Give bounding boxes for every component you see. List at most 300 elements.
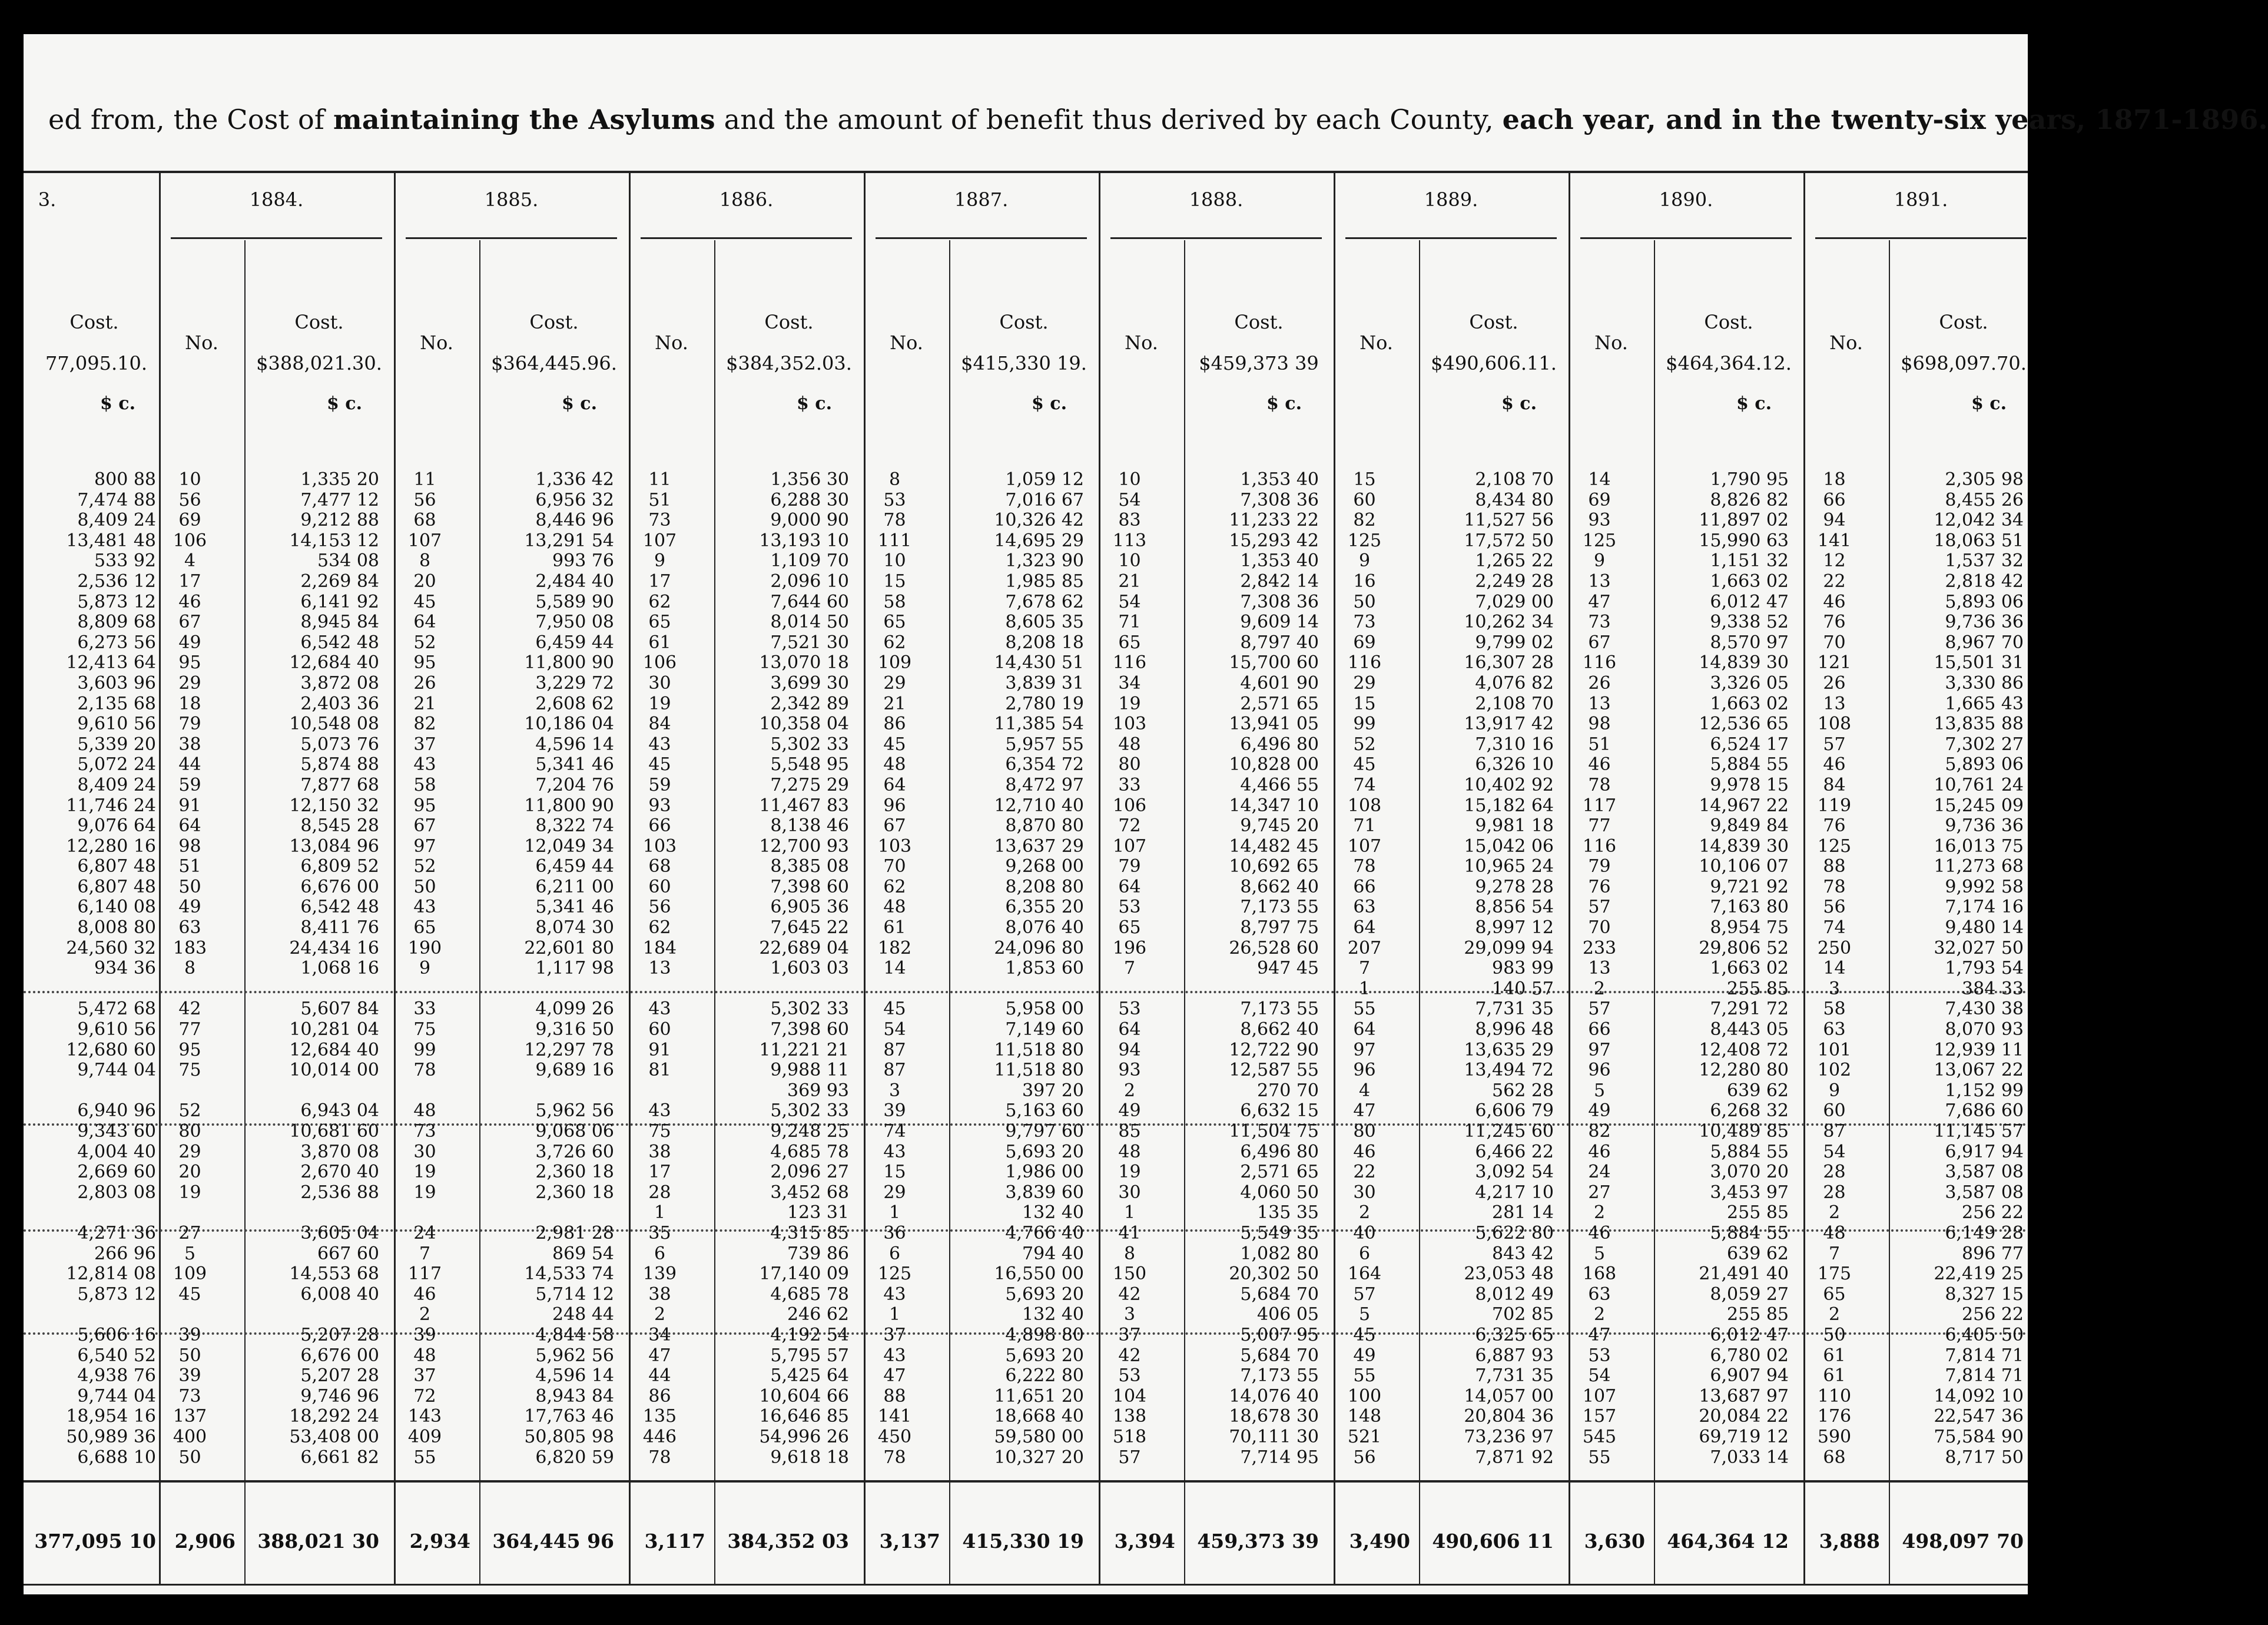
cost-cell: 794 40 <box>1022 1243 1084 1264</box>
cost-cell: 6,012 47 <box>1710 1324 1789 1345</box>
no-cell: 196 <box>1112 937 1147 959</box>
no-cell: 45 <box>883 734 906 755</box>
cost-cell: 4,192 54 <box>770 1324 849 1345</box>
cost-cell: 7,302 27 <box>1945 734 2024 755</box>
cost-cell: 5,873 12 <box>77 591 156 612</box>
no-cell: 43 <box>883 1345 906 1366</box>
cost-cell: 6,940 96 <box>77 1100 156 1122</box>
cost-cell: 2,108 70 <box>1475 469 1554 490</box>
currency-label: $ c. <box>796 393 833 414</box>
no-cell: 106 <box>642 652 677 674</box>
cost-cell: 2,360 18 <box>535 1182 614 1203</box>
no-cell: 139 <box>642 1263 677 1285</box>
no-cell: 7 <box>419 1243 431 1264</box>
total-no: 2,906 <box>174 1530 236 1553</box>
year-underline <box>1580 237 1792 239</box>
no-cell: 46 <box>1588 1141 1611 1162</box>
cost-column <box>244 470 379 1468</box>
no-cell: 42 <box>1118 1284 1141 1305</box>
no-cell: 175 <box>1817 1263 1852 1285</box>
no-cell: 143 <box>407 1406 442 1427</box>
cost-cell: 5,958 00 <box>1005 999 1084 1020</box>
no-cell: 28 <box>648 1182 671 1203</box>
cost-cell: 6,288 30 <box>770 489 849 510</box>
cost-cell: 5,684 70 <box>1240 1345 1319 1366</box>
no-cell: 65 <box>1118 917 1141 938</box>
cost-cell: 7,398 60 <box>770 1019 849 1040</box>
no-cell: 37 <box>413 1365 436 1387</box>
no-cell: 68 <box>648 856 671 877</box>
cost-cell: 3,330 86 <box>1945 672 2024 694</box>
no-cell: 125 <box>1347 530 1382 551</box>
cost-cell: 11,518 80 <box>994 1039 1084 1060</box>
no-cell: 78 <box>1588 774 1611 795</box>
no-cell: 95 <box>178 652 201 674</box>
cost-cell: 7,310 16 <box>1475 734 1554 755</box>
cost-cell <box>949 979 1084 1000</box>
no-cell: 5 <box>184 1243 196 1264</box>
cost-cell: 8,870 80 <box>1005 815 1084 837</box>
no-cell: 68 <box>1823 1447 1846 1468</box>
no-cell: 107 <box>1582 1385 1617 1407</box>
title-part: ed from, the Cost of <box>48 104 333 135</box>
no-cell: 52 <box>413 632 436 653</box>
cost-cell: 3,603 96 <box>77 672 156 694</box>
cost-cell: 8,411 76 <box>300 917 379 938</box>
cost-cell: 7,814 71 <box>1945 1345 2024 1366</box>
no-cell: 26 <box>1588 672 1611 694</box>
no-cell: 61 <box>883 917 906 938</box>
cost-cell: 8,996 48 <box>1475 1019 1554 1040</box>
cost-cell: 2,803 08 <box>77 1182 156 1203</box>
no-cell <box>159 1081 221 1102</box>
cost-cell: 22,419 25 <box>1934 1263 2024 1285</box>
cost-cell: 14,695 29 <box>994 530 1084 551</box>
no-cell: 9 <box>419 958 431 979</box>
cost-cell: 869 54 <box>552 1243 614 1264</box>
no-cell: 58 <box>413 774 436 795</box>
no-cell: 39 <box>413 1324 436 1345</box>
no-cell: 6 <box>1358 1243 1371 1264</box>
cost-cell: 7,814 71 <box>1945 1365 2024 1387</box>
no-cell: 67 <box>413 815 436 837</box>
cost-cell: 17,763 46 <box>524 1406 614 1427</box>
no-cell: 43 <box>648 734 671 755</box>
year-header: 1884. <box>249 188 304 211</box>
no-cell: 27 <box>1588 1182 1611 1203</box>
no-cell: 66 <box>1588 1019 1611 1040</box>
no-cell: 36 <box>883 1222 906 1243</box>
no-cell: 5 <box>1593 1243 1606 1264</box>
cost-cell: 2,670 40 <box>300 1162 379 1183</box>
no-cell: 97 <box>413 835 436 857</box>
no-cell: 10 <box>883 550 906 572</box>
cost-cell: 896 77 <box>1962 1243 2024 1264</box>
no-cell: 2 <box>1123 1080 1136 1101</box>
no-cell: 109 <box>877 652 912 674</box>
cost-cell: 7,275 29 <box>770 774 849 795</box>
no-column <box>1334 470 1395 1468</box>
no-cell: 24 <box>413 1222 436 1243</box>
no-cell: 82 <box>413 714 436 735</box>
cost-cell: 24,560 32 <box>66 937 156 959</box>
no-cell: 82 <box>1353 510 1376 531</box>
cost-cell: 26,528 60 <box>1229 937 1319 959</box>
cost-cell: 5,884 55 <box>1710 1141 1789 1162</box>
cost-cell: 20,302 50 <box>1229 1263 1319 1285</box>
no-cell: 117 <box>407 1263 442 1285</box>
no-cell: 55 <box>1353 999 1376 1020</box>
no-cell: 55 <box>413 1447 436 1468</box>
cost-cell: 11,145 57 <box>1934 1121 2024 1142</box>
cost-cell: 1,336 42 <box>535 469 614 490</box>
cost-cell: 16,550 00 <box>994 1263 1084 1285</box>
title-bold-part: maintaining the Asylums <box>333 104 715 135</box>
cost-cell: 2,536 88 <box>300 1182 379 1203</box>
cost-label: Cost. <box>294 311 344 333</box>
cost-cell: 6,542 48 <box>300 632 379 653</box>
no-cell: 43 <box>648 999 671 1020</box>
no-cell: 60 <box>1353 489 1376 510</box>
no-cell: 81 <box>648 1060 671 1081</box>
cost-cell: 5,163 60 <box>1005 1100 1084 1122</box>
no-cell: 6 <box>888 1243 901 1264</box>
no-cell: 119 <box>1817 795 1852 816</box>
cost-cell: 5,873 12 <box>77 1284 156 1305</box>
cost-cell: 8,208 18 <box>1005 632 1084 653</box>
cost-cell: 8,327 15 <box>1945 1284 2024 1305</box>
no-cell: 41 <box>1118 1222 1141 1243</box>
cost-cell: 14,076 40 <box>1229 1385 1319 1407</box>
no-cell <box>394 1203 456 1223</box>
no-cell: 7 <box>1123 958 1136 979</box>
cost-cell: 266 96 <box>94 1243 156 1264</box>
no-cell: 79 <box>1588 856 1611 877</box>
no-cell: 18 <box>1823 469 1846 490</box>
cost-cell: 59,580 00 <box>994 1426 1084 1447</box>
cost-cell: 1,663 02 <box>1710 571 1789 592</box>
cost-cell: 10,327 20 <box>994 1447 1084 1468</box>
no-cell: 52 <box>178 1100 201 1122</box>
cost-cell: 53,408 00 <box>289 1426 379 1447</box>
no-cell: 96 <box>1353 1060 1376 1081</box>
cost-cell: 7,714 95 <box>1240 1447 1319 1468</box>
cost-cell: 639 62 <box>1727 1080 1789 1101</box>
cost-cell: 6,540 52 <box>77 1345 156 1366</box>
no-cell: 65 <box>413 917 436 938</box>
no-cell: 70 <box>1588 917 1611 938</box>
cost-cell: 9,744 04 <box>77 1385 156 1407</box>
cost-cell: 9,610 56 <box>77 714 156 735</box>
year-header: 1888. <box>1189 188 1244 211</box>
cost-cell: 12,684 40 <box>289 1039 379 1060</box>
cost-cell: 4,004 40 <box>77 1141 156 1162</box>
no-cell: 47 <box>648 1345 671 1366</box>
no-cell: 63 <box>178 917 201 938</box>
currency-label: $ c. <box>1971 393 2007 414</box>
cost-cell: 6,326 10 <box>1475 754 1554 775</box>
no-cell: 58 <box>1823 999 1846 1020</box>
no-cell <box>159 979 221 1000</box>
cost-cell: 8,008 80 <box>77 917 156 938</box>
no-cell: 48 <box>1118 734 1141 755</box>
no-cell: 39 <box>178 1324 201 1345</box>
no-cell: 88 <box>1823 856 1846 877</box>
cost-label: Cost. <box>1469 311 1518 333</box>
cost-cell: 12,710 40 <box>994 795 1084 816</box>
cost-cell: 6,917 94 <box>1945 1141 2024 1162</box>
cost-cell: 10,262 34 <box>1464 612 1554 633</box>
cost-cell: 9,316 50 <box>535 1019 614 1040</box>
cost-cell: 6,459 44 <box>535 856 614 877</box>
cost-cell: 3,092 54 <box>1475 1162 1554 1183</box>
no-cell: 66 <box>1353 876 1376 897</box>
cost-cell: 9,278 28 <box>1475 876 1554 897</box>
no-cell: 38 <box>648 1284 671 1305</box>
cost-cell: 10,828 00 <box>1229 754 1319 775</box>
cost-cell: 7,174 16 <box>1945 897 2024 918</box>
no-cell: 35 <box>648 1222 671 1243</box>
no-column <box>629 470 691 1468</box>
cost-cell: 1,790 95 <box>1710 469 1789 490</box>
no-cell: 73 <box>1353 612 1376 633</box>
cost-cell: 702 85 <box>1492 1304 1554 1325</box>
cost-cell: 12,684 40 <box>289 652 379 674</box>
cost-cell: 4,271 36 <box>77 1222 156 1243</box>
cost-cell: 1,353 40 <box>1240 469 1319 490</box>
cost-cell: 18,292 24 <box>289 1406 379 1427</box>
no-cell: 34 <box>1118 672 1141 694</box>
no-cell: 93 <box>648 795 671 816</box>
cost-total-header: $490,606.11. <box>1431 352 1557 374</box>
no-cell: 46 <box>178 591 201 612</box>
no-cell: 67 <box>1588 632 1611 653</box>
no-cell: 150 <box>1112 1263 1147 1285</box>
cost-cell: 9,797 60 <box>1005 1121 1084 1142</box>
no-cell: 21 <box>883 693 906 714</box>
no-cell: 80 <box>1353 1121 1376 1142</box>
no-label: No. <box>1829 331 1863 354</box>
no-cell: 87 <box>883 1060 906 1081</box>
no-cell <box>394 979 456 1000</box>
no-cell: 74 <box>883 1121 906 1142</box>
no-cell: 73 <box>648 510 671 531</box>
cost-cell: 8,967 70 <box>1945 632 2024 653</box>
no-cell: 48 <box>883 897 906 918</box>
no-cell: 30 <box>648 672 671 694</box>
cost-cell: 6,661 82 <box>300 1447 379 1468</box>
no-cell: 66 <box>1823 489 1846 510</box>
no-cell: 49 <box>1588 1100 1611 1122</box>
cost-cell: 6,688 10 <box>77 1447 156 1468</box>
cost-cell: 10,681 60 <box>289 1121 379 1142</box>
cost-cell: 5,207 28 <box>300 1324 379 1345</box>
cost-cell: 7,644 60 <box>770 591 849 612</box>
cost-cell: 9,212 88 <box>300 510 379 531</box>
cost-cell: 2,360 18 <box>535 1162 614 1183</box>
cost-cell: 843 42 <box>1492 1243 1554 1264</box>
no-cell: 58 <box>883 591 906 612</box>
cost-cell: 6,140 08 <box>77 897 156 918</box>
cost-cell: 4,596 14 <box>535 734 614 755</box>
partial-year-header: 3. <box>38 188 57 211</box>
no-cell: 207 <box>1347 937 1382 959</box>
cost-cell: 562 28 <box>1492 1080 1554 1101</box>
currency-label: $ c. <box>1501 393 1537 414</box>
cost-cell: 2,269 84 <box>300 571 379 592</box>
cost-cell: 13,084 96 <box>289 835 379 857</box>
cost-cell: 50,805 98 <box>524 1426 614 1447</box>
no-cell: 62 <box>648 591 671 612</box>
no-cell: 65 <box>1823 1284 1846 1305</box>
cost-cell: 1,985 85 <box>1005 571 1084 592</box>
cost-cell: 6,632 15 <box>1240 1100 1319 1122</box>
no-cell: 101 <box>1817 1039 1852 1060</box>
cost-cell: 7,173 55 <box>1240 999 1319 1020</box>
no-cell: 13 <box>1588 958 1611 979</box>
no-cell: 67 <box>178 612 201 633</box>
cost-cell: 6,820 59 <box>535 1447 614 1468</box>
cost-cell: 5,962 56 <box>535 1345 614 1366</box>
partial-cost-total: 77,095.10. <box>45 352 147 374</box>
total-no: 3,117 <box>644 1530 705 1553</box>
cost-total-header: $698,097.70. <box>1901 352 2027 374</box>
cost-cell: 15,501 31 <box>1934 652 2024 674</box>
cost-cell: 8,954 75 <box>1710 917 1789 938</box>
no-cell <box>394 1081 456 1102</box>
cost-cell: 8,717 50 <box>1945 1447 2024 1468</box>
no-cell: 57 <box>1353 1284 1376 1305</box>
no-cell: 46 <box>1823 591 1846 612</box>
no-cell: 103 <box>642 835 677 857</box>
cost-cell: 50,989 36 <box>66 1426 156 1447</box>
cost-column <box>1419 470 1554 1468</box>
cost-cell <box>24 1081 156 1102</box>
cost-cell: 1,059 12 <box>1005 469 1084 490</box>
cost-cell: 73,236 97 <box>1464 1426 1554 1447</box>
no-cell: 107 <box>407 530 442 551</box>
total-cost: 498,097 70 <box>1902 1530 2024 1553</box>
cost-cell: 16,646 85 <box>759 1406 849 1427</box>
cost-cell: 639 62 <box>1727 1243 1789 1264</box>
no-cell: 111 <box>877 530 912 551</box>
cost-cell: 8,138 46 <box>770 815 849 837</box>
no-cell: 13 <box>1823 693 1846 714</box>
cost-cell: 255 85 <box>1727 1304 1789 1325</box>
no-cell: 1 <box>1123 1202 1136 1223</box>
no-cell: 157 <box>1582 1406 1617 1427</box>
cost-cell: 7,871 92 <box>1475 1447 1554 1468</box>
cost-cell: 24,434 16 <box>289 937 379 959</box>
no-cell: 13 <box>1588 571 1611 592</box>
no-cell: 11 <box>648 469 671 490</box>
no-cell: 64 <box>1118 1019 1141 1040</box>
no-cell: 1 <box>888 1202 901 1223</box>
cost-cell: 5,302 33 <box>770 1100 849 1122</box>
cost-cell: 11,385 54 <box>994 714 1084 735</box>
cost-cell: 2,135 68 <box>77 693 156 714</box>
cost-cell: 6,496 80 <box>1240 1141 1319 1162</box>
cost-cell: 256 22 <box>1962 1304 2024 1325</box>
currency-label: $ c. <box>1031 393 1067 414</box>
currency-label: $ c. <box>561 393 598 414</box>
cost-cell: 6,943 04 <box>300 1100 379 1122</box>
cost-cell: 12,049 34 <box>524 835 614 857</box>
no-cell: 87 <box>883 1039 906 1060</box>
cost-cell: 5,693 20 <box>1005 1141 1084 1162</box>
cost-cell: 10,692 65 <box>1229 856 1319 877</box>
cost-cell: 9,338 52 <box>1710 612 1789 633</box>
no-cell: 4 <box>1358 1080 1371 1101</box>
no-cell: 545 <box>1582 1426 1617 1447</box>
no-cell: 61 <box>1823 1365 1846 1387</box>
total-no: 3,490 <box>1349 1530 1410 1553</box>
cost-cell: 11,527 56 <box>1464 510 1554 531</box>
cost-cell: 22,689 04 <box>759 937 849 959</box>
no-cell: 45 <box>1353 754 1376 775</box>
cost-cell: 1,793 54 <box>1945 958 2024 979</box>
no-cell <box>159 1203 221 1223</box>
cost-cell: 7,308 36 <box>1240 591 1319 612</box>
cost-cell: 10,489 85 <box>1699 1121 1789 1142</box>
cost-cell: 6,524 17 <box>1710 734 1789 755</box>
no-cell: 43 <box>883 1284 906 1305</box>
no-cell: 37 <box>413 734 436 755</box>
cost-cell: 7,029 00 <box>1475 591 1554 612</box>
cost-cell: 1,665 43 <box>1945 693 2024 714</box>
no-cell: 106 <box>173 530 207 551</box>
cost-cell: 123 31 <box>787 1202 849 1223</box>
cost-cell: 4,315 85 <box>770 1222 849 1243</box>
cost-cell: 8,570 97 <box>1710 632 1789 653</box>
no-cell: 116 <box>1582 835 1617 857</box>
cost-cell: 9,000 90 <box>770 510 849 531</box>
no-cell: 109 <box>173 1263 207 1285</box>
no-cell: 69 <box>1588 489 1611 510</box>
cost-cell: 11,897 02 <box>1699 510 1789 531</box>
cost-cell: 9,988 11 <box>770 1060 849 1081</box>
total-cost: 490,606 11 <box>1432 1530 1554 1553</box>
cost-cell: 7,163 80 <box>1710 897 1789 918</box>
cost-cell: 9,736 36 <box>1945 815 2024 837</box>
cost-cell: 5,893 06 <box>1945 754 2024 775</box>
no-cell: 46 <box>1588 754 1611 775</box>
partial-total: 377,095 10 <box>34 1530 156 1553</box>
no-cell: 59 <box>648 774 671 795</box>
cost-cell: 6,008 40 <box>300 1284 379 1305</box>
cost-cell: 9,746 96 <box>300 1385 379 1407</box>
no-cell: 46 <box>1823 754 1846 775</box>
cost-cell: 14,967 22 <box>1699 795 1789 816</box>
no-cell: 48 <box>1118 1141 1141 1162</box>
cost-cell: 1,151 32 <box>1710 550 1789 572</box>
cost-cell: 8,443 05 <box>1710 1019 1789 1040</box>
year-underline <box>1815 237 2027 239</box>
cost-cell: 6,676 00 <box>300 876 379 897</box>
cost-cell: 2,818 42 <box>1945 571 2024 592</box>
table-bottom-rule <box>24 1480 2028 1483</box>
no-cell: 250 <box>1817 937 1852 959</box>
cost-cell: 70,111 30 <box>1229 1426 1319 1447</box>
cost-cell: 8,014 50 <box>770 612 849 633</box>
no-cell: 72 <box>413 1385 436 1407</box>
title-part: and the amount of <box>715 104 986 135</box>
cost-cell <box>24 979 156 1000</box>
cost-cell: 13,687 97 <box>1699 1385 1789 1407</box>
no-cell: 48 <box>413 1100 436 1122</box>
cost-cell: 10,358 04 <box>759 714 849 735</box>
cost-cell: 5,884 55 <box>1710 754 1789 775</box>
